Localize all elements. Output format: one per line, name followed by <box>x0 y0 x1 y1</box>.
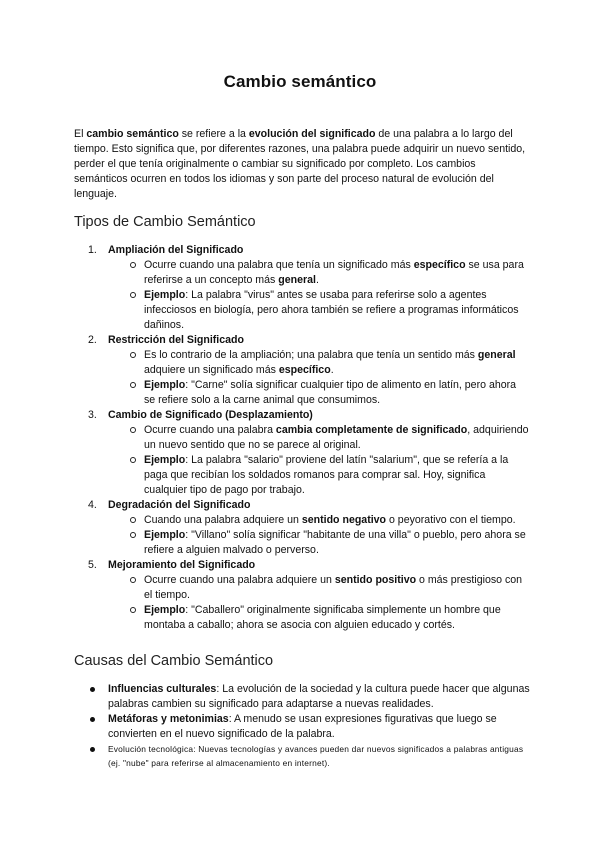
sub-text: o más prestigioso con el tiempo. <box>144 574 523 601</box>
item-number: 1. <box>88 244 97 256</box>
sub-bullet <box>108 573 530 603</box>
item-title: Degradación del Significado <box>108 499 251 511</box>
sub-bullet <box>108 513 530 528</box>
tipo-item <box>74 333 530 408</box>
sub-text: Ocurre cuando una palabra <box>144 424 276 436</box>
tipo-item <box>74 408 530 498</box>
bullet-icon <box>90 687 95 692</box>
causa-bold: Metáforas y metonimias <box>108 713 229 725</box>
sub-bullet <box>108 378 530 408</box>
causa-text: : La evolución de la sociedad y la cultura puede hacer que algunas palabras cambien su significado para adaptarse a nuevas realidades. <box>108 683 530 710</box>
sub-text: : "Caballero" originalmente significaba simplemente un hombre que montaba a caballo; ahora se asocia con alguien educado y cortés. <box>144 604 501 631</box>
sub-text: . <box>315 274 319 286</box>
sub-bullet <box>108 528 530 558</box>
page-title: Cambio semántico <box>223 72 377 91</box>
sub-bold: específico <box>413 259 466 271</box>
item-title: Mejoramiento del Significado <box>108 559 256 571</box>
sub-text: Ocurre cuando una palabra adquiere un <box>144 574 335 586</box>
sub-text: o peyorativo con el tiempo. <box>386 514 516 526</box>
intro-paragraph <box>74 127 530 202</box>
item-number: 5. <box>88 559 97 571</box>
sub-text: : "Villano" solía significar "habitante de una villa" o pueblo, pero ahora se refiere a alguien malvado o perverso. <box>144 529 526 556</box>
sub-text: : La palabra "virus" antes se usaba para referirse solo a agentes infecciosos en biología, pero ahora también se refiere a programas informáticos dañinos. <box>144 289 519 331</box>
hollow-bullet-icon <box>130 577 136 583</box>
causa-item <box>74 682 530 712</box>
item-number: 4. <box>88 499 97 511</box>
intro-bold: cambio semántico <box>86 128 179 140</box>
causas-heading: Causas del Cambio Semántico <box>74 653 274 669</box>
intro-bold: evolución del significado <box>248 128 376 140</box>
sub-text: : "Carne" solía significar cualquier tipo de alimento en latín, pero ahora se refiere solo a la carne animal que consumimos. <box>144 379 517 406</box>
item-number: 3. <box>88 409 97 421</box>
hollow-bullet-icon <box>130 517 136 523</box>
intro-text: El <box>74 128 87 140</box>
sub-text: se usa para referirse a un concepto más <box>144 259 524 286</box>
intro-text: se refiere a la <box>178 128 249 140</box>
sub-text: : La palabra "salario" proviene del latín "salarium", que se refería a la paga que recibían los soldados romanos para comprar sal. Hoy, significa cualquier tipo de pago por trabajo. <box>144 454 509 496</box>
tipos-list <box>74 243 530 633</box>
sub-bullet <box>108 258 530 288</box>
intro-text: de una palabra a lo largo del tiempo. Esto significa que, por diferentes razones, una palabra puede adquirir un nuevo sentido, perder el que tenía originalmente o cambiar su significado por completo. Los cambios semánticos ocurren en todos los idiomas y son parte del proceso natural de evolución del lenguaje. <box>74 128 526 200</box>
sub-text: , adquiriendo un nuevo sentido que no se parece al original. <box>144 424 529 451</box>
causa-bold: Influencias culturales <box>108 683 217 695</box>
sub-bullet <box>108 288 530 333</box>
sub-bold: sentido negativo <box>301 514 387 526</box>
causa-item <box>74 712 530 742</box>
sub-text: Ocurre cuando una palabra que tenía un significado más <box>144 259 414 271</box>
sub-bold: cambia completamente de significado <box>275 424 468 436</box>
causa-text: Evolución tecnológica: Nuevas tecnologías y avances pueden dar nuevos significados a palabras antiguas (ej. "nube" para referirse al almacenamiento en internet). <box>108 744 524 768</box>
sub-bold: Ejemplo <box>144 529 186 541</box>
item-title: Restricción del Significado <box>108 334 244 346</box>
sub-bold: Ejemplo <box>144 604 186 616</box>
hollow-bullet-icon <box>130 382 136 388</box>
tipo-item <box>74 558 530 633</box>
tipos-heading: Tipos de Cambio Semántico <box>74 214 256 230</box>
causa-item <box>74 742 530 770</box>
bullet-icon <box>90 717 95 722</box>
sub-bold: general <box>477 349 516 361</box>
hollow-bullet-icon <box>130 292 136 298</box>
causa-text: : A menudo se usan expresiones figurativas que luego se convierten en el nuevo significado de la palabra. <box>108 713 497 740</box>
bullet-icon <box>90 747 95 752</box>
tipo-item <box>74 243 530 333</box>
sub-text: adquiere un significado más <box>144 364 279 376</box>
hollow-bullet-icon <box>130 352 136 358</box>
item-number: 2. <box>88 334 97 346</box>
sub-text: . <box>330 364 334 376</box>
item-title: Cambio de Significado (Desplazamiento) <box>108 409 313 421</box>
sub-bullet <box>108 453 530 498</box>
sub-bullet <box>108 423 530 453</box>
sub-bold: Ejemplo <box>144 454 186 466</box>
sub-bullet <box>108 603 530 633</box>
sub-bold: sentido positivo <box>334 574 417 586</box>
sub-bold: general <box>278 274 316 286</box>
hollow-bullet-icon <box>130 457 136 463</box>
sub-text: Es lo contrario de la ampliación; una palabra que tenía un sentido más <box>144 349 478 361</box>
hollow-bullet-icon <box>130 607 136 613</box>
sub-bullet <box>108 348 530 378</box>
hollow-bullet-icon <box>130 427 136 433</box>
sub-bold: Ejemplo <box>144 289 186 301</box>
tipo-item <box>74 498 530 558</box>
sub-bold: específico <box>278 364 331 376</box>
sub-text: Cuando una palabra adquiere un <box>144 514 302 526</box>
sub-bold: Ejemplo <box>144 379 186 391</box>
causas-list <box>74 682 530 770</box>
hollow-bullet-icon <box>130 532 136 538</box>
item-title: Ampliación del Significado <box>108 244 244 256</box>
hollow-bullet-icon <box>130 262 136 268</box>
